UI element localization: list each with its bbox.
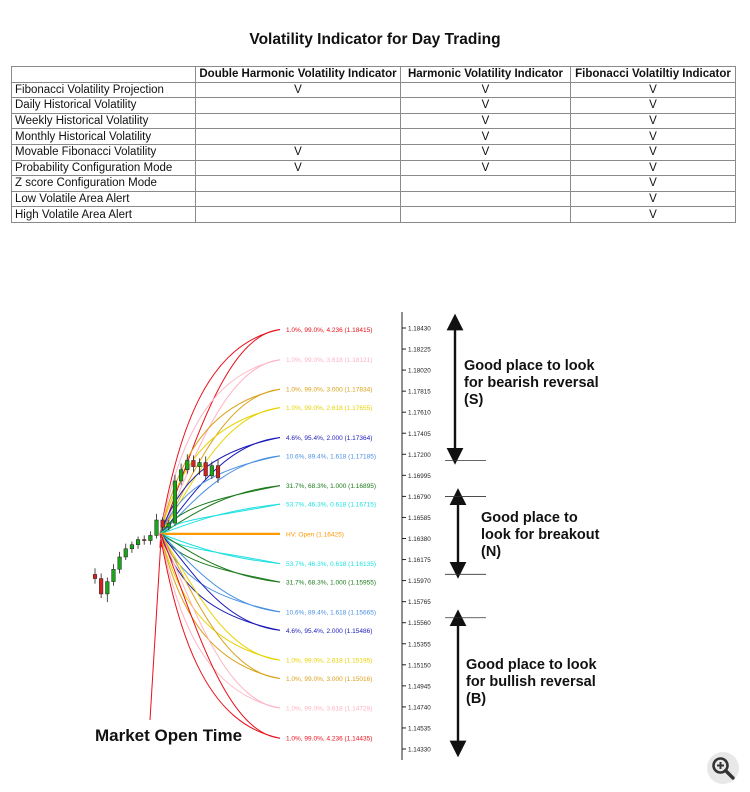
candle-bull	[149, 535, 153, 540]
projection-curve	[161, 389, 280, 534]
check-cell: V	[571, 113, 736, 129]
price-tick-label: 1.15970	[408, 578, 431, 586]
candle-bull	[118, 557, 122, 569]
check-cell: V	[401, 82, 571, 98]
header-harmonic: Harmonic Volatility Indicator	[401, 67, 571, 83]
candle-bear	[161, 520, 165, 527]
projection-curve	[161, 456, 280, 534]
level-label: 1.0%, 99.0%, 3.618 (1.18121)	[286, 357, 373, 365]
check-cell: V	[571, 82, 736, 98]
projection-curve	[161, 504, 280, 534]
projection-curve	[160, 330, 280, 534]
candle-bull	[210, 466, 214, 476]
projection-curve	[160, 534, 280, 738]
level-label: 1.0%, 99.0%, 2.618 (1.15195)	[286, 657, 373, 665]
feature-name: Weekly Historical Volatility	[12, 113, 196, 129]
header-double-harmonic: Double Harmonic Volatility Indicator	[196, 67, 401, 83]
price-tick-label: 1.16790	[408, 493, 431, 501]
projection-curve	[161, 534, 280, 564]
projection-curve	[160, 486, 280, 534]
price-tick-label: 1.15765	[408, 599, 431, 607]
price-tick-label: 1.14740	[408, 704, 431, 712]
check-cell: V	[401, 113, 571, 129]
candle-bear	[192, 460, 196, 466]
candle-bull	[198, 463, 202, 467]
price-tick-label: 1.17815	[408, 388, 431, 396]
price-tick-label: 1.16585	[408, 514, 431, 522]
level-label: 4.6%, 95.4%, 2.000 (1.15486)	[286, 627, 373, 635]
level-label: 53.7%, 46.3%, 0.618 (1.16135)	[286, 561, 376, 569]
level-label: 1.0%, 99.0%, 3.618 (1.14729)	[286, 705, 373, 713]
candle-bull	[167, 523, 171, 527]
price-tick-label: 1.17610	[408, 409, 431, 417]
level-label: 1.0%, 99.0%, 3.000 (1.17834)	[286, 386, 373, 394]
check-cell: V	[571, 144, 736, 160]
projection-curve	[160, 504, 280, 534]
price-tick-label: 1.17200	[408, 451, 431, 459]
note-bearish-reversal	[464, 358, 599, 409]
candle-bull	[106, 582, 110, 594]
candle-bear	[216, 466, 220, 478]
check-cell: V	[571, 98, 736, 114]
note-line: for bearish reversal	[464, 375, 599, 391]
projection-curve	[160, 534, 280, 564]
price-tick-label: 1.16995	[408, 472, 431, 480]
price-tick-label: 1.15560	[408, 620, 431, 628]
level-label: 53.7%, 46.3%, 0.618 (1.16715)	[286, 501, 376, 509]
price-tick-label: 1.15150	[408, 662, 431, 670]
candle-bear	[142, 540, 146, 541]
page-title: Volatility Indicator for Day Trading	[249, 31, 501, 48]
check-cell: V	[401, 160, 571, 176]
note-line: Good place to look	[464, 358, 595, 374]
level-label: 31.7%, 68.3%, 1.000 (1.16895)	[286, 483, 376, 491]
level-label: 1.0%, 99.0%, 4.236 (1.14435)	[286, 735, 373, 743]
price-tick-label: 1.14330	[408, 746, 431, 754]
check-cell: V	[401, 144, 571, 160]
price-tick-label: 1.18225	[408, 346, 431, 354]
check-cell: V	[571, 176, 736, 192]
check-cell: V	[196, 82, 401, 98]
level-label: HV: Open (1.16425)	[286, 531, 344, 539]
projection-curve	[160, 534, 280, 582]
candle-bull	[112, 569, 116, 581]
check-cell: V	[196, 160, 401, 176]
note-line: Good place to	[481, 510, 578, 526]
zoom-button[interactable]	[707, 752, 739, 784]
zoom-in-icon	[707, 752, 739, 784]
feature-name: Daily Historical Volatility	[12, 98, 196, 114]
note-line: (S)	[464, 392, 484, 408]
price-axis	[402, 312, 431, 760]
level-label: 1.0%, 99.0%, 4.236 (1.18415)	[286, 327, 373, 335]
level-label: 10.6%, 89.4%, 1.618 (1.15665)	[286, 609, 376, 617]
candle-bear	[99, 579, 103, 594]
candle-bull	[124, 549, 128, 557]
feature-name: High Volatile Area Alert	[12, 207, 196, 223]
price-tick-label: 1.17405	[408, 430, 431, 438]
header-fibonacci: Fibonacci Volatiltiy Indicator	[571, 67, 736, 83]
note-line: look for breakout	[481, 527, 600, 543]
price-tick-label: 1.15355	[408, 641, 431, 649]
candle-bull	[155, 520, 159, 535]
feature-name: Fibonacci Volatility Projection	[12, 82, 196, 98]
check-cell: V	[401, 129, 571, 145]
candle-bull	[130, 545, 134, 549]
market-open-time-label: Market Open Time	[95, 726, 243, 745]
candle-bear	[93, 574, 97, 578]
note-line: (N)	[481, 544, 502, 560]
note-breakout	[481, 510, 599, 561]
note-bullish-reversal	[466, 657, 597, 708]
candle-bear	[204, 463, 208, 476]
check-cell: V	[401, 98, 571, 114]
price-tick-label: 1.16175	[408, 557, 431, 565]
projection-fans	[160, 330, 280, 739]
check-cell: V	[196, 144, 401, 160]
level-label: 1.0%, 99.0%, 2.618 (1.17655)	[286, 405, 373, 413]
candle-bull	[136, 540, 140, 545]
level-label: 31.7%, 68.3%, 1.000 (1.15955)	[286, 579, 376, 587]
candle-bull	[185, 460, 189, 469]
check-cell: V	[571, 129, 736, 145]
feature-name: Probability Configuration Mode	[12, 160, 196, 176]
feature-name: Monthly Historical Volatility	[12, 129, 196, 145]
level-labels	[286, 327, 376, 743]
candle-bull	[179, 470, 183, 481]
level-label: 10.6%, 89.4%, 1.618 (1.17185)	[286, 453, 376, 461]
check-cell: V	[571, 191, 736, 207]
check-cell: V	[571, 207, 736, 223]
price-tick-label: 1.18020	[408, 367, 431, 375]
price-tick-label: 1.16380	[408, 536, 431, 543]
level-label: 1.0%, 99.0%, 3.000 (1.15016)	[286, 676, 373, 684]
check-cell: V	[571, 160, 736, 176]
price-tick-label: 1.18430	[408, 325, 431, 333]
feature-name: Low Volatile Area Alert	[12, 191, 196, 207]
note-line: for bullish reversal	[466, 674, 596, 690]
price-tick-label: 1.14945	[408, 683, 431, 691]
note-line: Good place to look	[466, 657, 597, 673]
candle-bull	[173, 481, 177, 523]
pointer-line	[150, 546, 161, 720]
projection-curve	[161, 534, 280, 612]
feature-name: Movable Fibonacci Volatility	[12, 144, 196, 160]
feature-name: Z score Configuration Mode	[12, 176, 196, 192]
candlesticks	[93, 454, 220, 602]
projection-curve	[161, 534, 280, 679]
note-line: (B)	[466, 691, 487, 707]
price-tick-label: 1.14535	[408, 725, 431, 733]
market-open-pointer	[150, 539, 163, 720]
level-label: 4.6%, 95.4%, 2.000 (1.17364)	[286, 434, 373, 442]
